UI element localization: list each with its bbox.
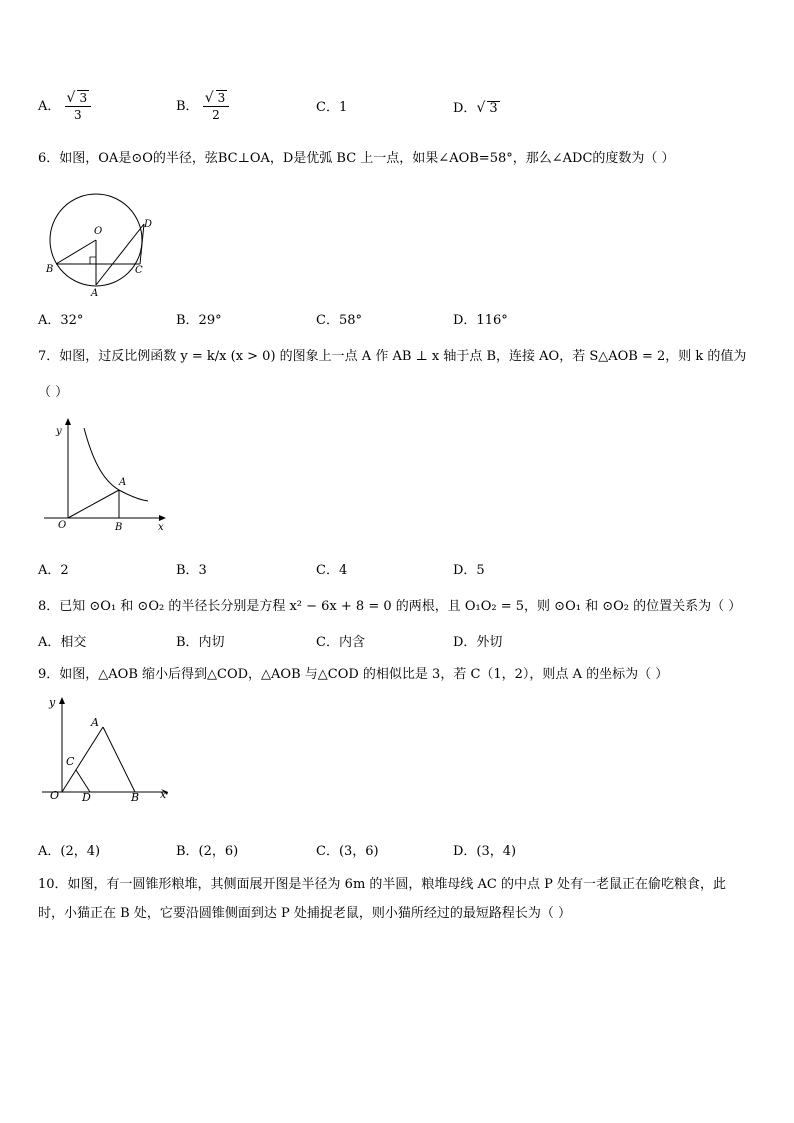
q5-option-c: C．1: [316, 100, 348, 115]
q8-stem: 8．已知 ⊙O₁ 和 ⊙O₂ 的半径长分别是方程 x² − 6x + 8 = 0 的两根，且 O₁O₂ = 5，则 ⊙O₁ 和 ⊙O₂ 的位置关系为（ ）: [38, 599, 742, 614]
q9-option-b: B．(2，6): [176, 844, 239, 859]
axis-y-label: y: [49, 696, 56, 709]
q5-option-d: D．√ 3: [453, 100, 498, 116]
q10-stem-line1: 10．如图，有一圆锥形粮堆，其侧面展开图是半径为 6m 的半圆，粮堆母线 AC 的中点 P 处有一老鼠正在偷吃粮食，此: [38, 877, 727, 892]
q6-option-c: C．58°: [316, 313, 362, 328]
label-b: B: [131, 791, 140, 804]
q7-paren: （ ）: [38, 385, 69, 400]
axis-x-label: x: [158, 522, 164, 533]
q10-stem-line2: 时，小猫正在 B 处，它要沿圆锥侧面到达 P 处捕捉老鼠，则小猫所经过的最短路程长为（ ）: [38, 906, 571, 921]
label-d: D: [144, 219, 153, 230]
label-b: B: [46, 264, 54, 275]
q8-option-d: D．外切: [453, 635, 503, 650]
q7-option-d: D．5: [453, 563, 485, 578]
label-a: A: [91, 716, 99, 729]
label-d: D: [82, 791, 91, 804]
q7-option-a: A．2: [38, 563, 69, 578]
q9-option-a: A．(2，4): [38, 844, 101, 859]
q6-option-a: A．32°: [38, 313, 84, 328]
axis-x-label: x: [160, 788, 167, 801]
q7-figure: [40, 418, 170, 536]
q7-option-c: C．4: [316, 563, 348, 578]
label-c: C: [66, 755, 75, 768]
fraction: $\frac{√ 3}{3}$: [65, 90, 92, 123]
label-o: O: [94, 226, 103, 237]
label-c: C: [135, 265, 143, 276]
q8-option-c: C．内含: [316, 635, 365, 650]
axis-y-label: y: [56, 426, 62, 437]
q7-option-b: B．3: [176, 563, 207, 578]
label-a: A: [119, 477, 127, 488]
q6-stem: 6．如图，OA是⊙O的半径，弦BC⊥OA，D是优弧 BC 上一点，如果∠AOB=58°，那么∠ADC的度数为（ ）: [38, 151, 675, 166]
q5-option-a: A． $\frac{√ 3}{3}$: [38, 90, 91, 123]
q9-option-d: D．(3，4): [453, 844, 517, 859]
label-o: O: [50, 789, 60, 802]
label-b: B: [115, 522, 123, 533]
label-o: O: [58, 520, 67, 531]
q9-stem: 9．如图，△AOB 缩小后得到△COD，△AOB 与△COD 的相似比是 3，若 C（1，2），则点 A 的坐标为（ ）: [38, 667, 669, 682]
q5-option-b: B． $\frac{√ 3}{2}$: [176, 90, 229, 123]
q8-option-a: A．相交: [38, 635, 87, 650]
q6-figure: [40, 190, 165, 300]
q6-option-d: D．116°: [453, 313, 508, 328]
q8-option-b: B．内切: [176, 635, 225, 650]
q7-stem: 7．如图，过反比例函数 y = k/x (x > 0) 的图象上一点 A 作 AB ⊥ x 轴于点 B，连接 AO，若 S△AOB = 2，则 k 的值为: [38, 349, 747, 364]
q9-option-c: C．(3，6): [316, 844, 379, 859]
label-a: A: [91, 288, 99, 299]
q9-figure: [38, 695, 173, 827]
q6-option-b: B．29°: [176, 313, 222, 328]
fraction: $\frac{√ 3}{2}$: [203, 90, 230, 123]
